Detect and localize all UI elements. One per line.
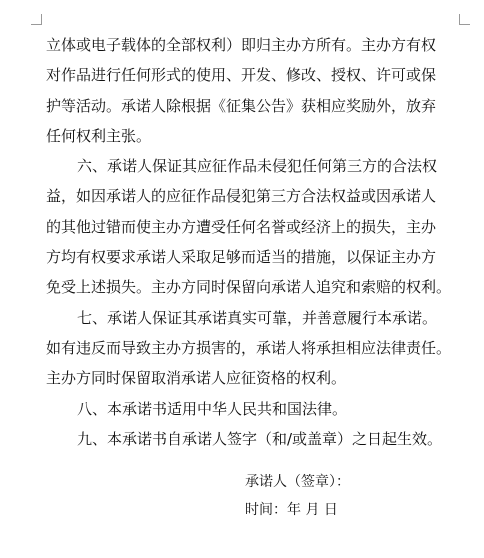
paragraph-line: 护等活动。承诺人除根据《征集公告》获相应奖励外，放弃 — [46, 96, 437, 115]
signature-block — [245, 468, 350, 524]
signer-label: 承诺人（签章）： — [245, 474, 350, 490]
clause-six-line: 六、承诺人保证其应征作品未侵犯任何第三方的合法权 — [77, 157, 438, 176]
clause-eight: 八、本承诺书适用中华人民共和国法律。 — [77, 399, 348, 418]
clause-nine: 九、本承诺书自承诺人签字（和/或盖章）之日起生效。 — [77, 429, 443, 448]
document-body — [46, 30, 466, 454]
clause-six-line: 的其他过错而使主办方遭受任何名誉或经济上的损失，主办 — [46, 217, 437, 236]
paragraph-line: 立体或电子载体的全部权利）即归主办方所有。主办方有权 — [46, 36, 437, 54]
page-corner-mark-top-right — [459, 14, 470, 25]
paragraph-line: 对作品进行任何形式的使用、开发、修改、授权、许可或保 — [46, 66, 437, 85]
clause-six-line: 免受上述损失。主办方同时保留向承诺人追究和索赔的权利。 — [46, 278, 452, 297]
page-corner-mark-top-left — [31, 14, 42, 25]
clause-seven-line: 主办方同时保留取消承诺人应征资格的权利。 — [46, 369, 347, 388]
clause-six-line: 益，如因承诺人的应征作品侵犯第三方合法权益或因承诺人 — [46, 187, 437, 206]
clause-seven-line: 如有违反而导致主办方损害的，承诺人将承担相应法律责任。 — [46, 338, 452, 357]
clause-six-line: 方均有权要求承诺人采取足够而适当的措施，以保证主办方 — [46, 248, 437, 267]
date-label: 时间：年 月 日 — [245, 502, 338, 518]
paragraph-line: 任何权利主张。 — [46, 126, 152, 145]
clause-seven-line: 七、承诺人保证其承诺真实可靠，并善意履行本承诺。 — [77, 308, 438, 327]
